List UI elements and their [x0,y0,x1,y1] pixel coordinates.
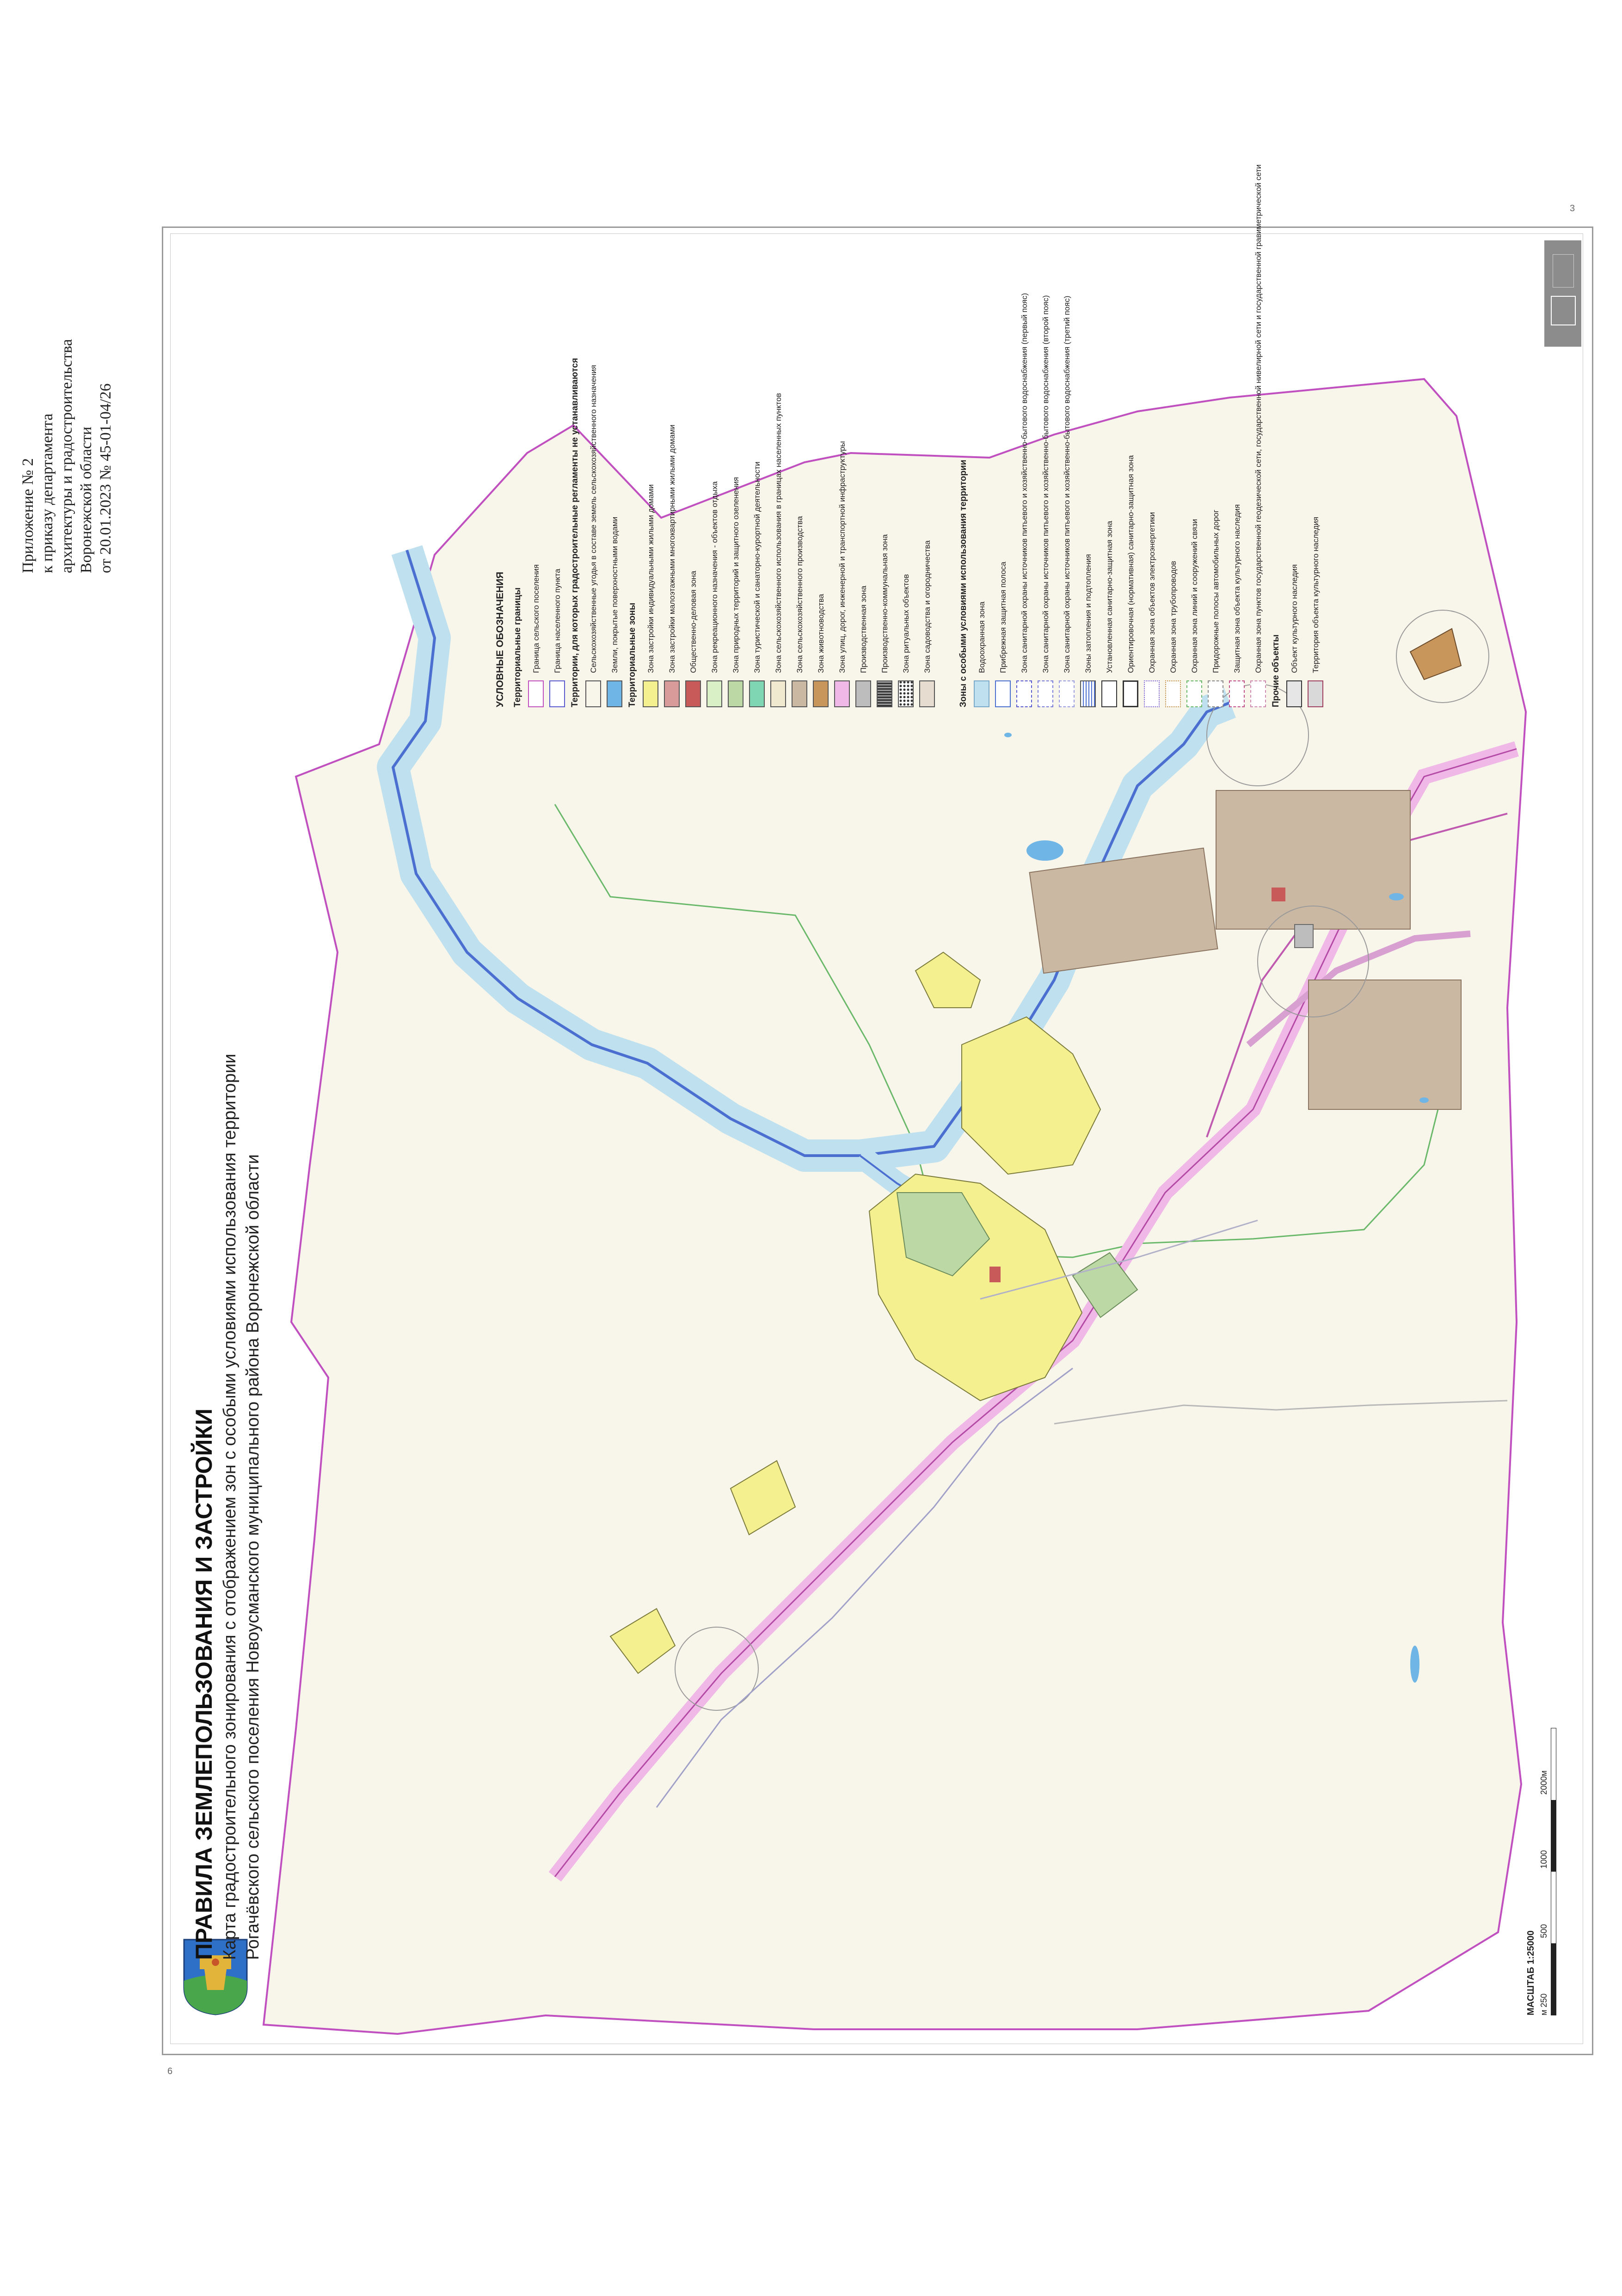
appendix-line: Воронежской области [78,426,95,573]
legend-label: Водоохранная зона [977,601,986,673]
lake [1410,1646,1419,1683]
legend-label: Производственная зона [859,586,868,673]
legend-item [725,165,746,707]
legend-item [768,165,789,707]
swatch-agri-lands [585,680,601,707]
legend-label: Зона улиц, дорог, инженерной и транспортной инфраструктуры [837,441,847,673]
appendix-line: от 20.01.2023 № 45-01-04/26 [97,383,114,573]
legend-label: Граница сельского поселения [531,564,541,673]
legend-label: Охранная зона объектов электроэнергетики [1147,512,1156,673]
swatch-coastal-strip [995,680,1011,707]
legend-section: Прочие объекты [1271,634,1281,707]
sheet-mark: 6 [167,2066,173,2076]
legend-item [1141,165,1162,707]
swatch-multi-housing [664,680,680,707]
legend-item [992,165,1014,707]
legend-item [895,165,916,707]
legend-item [583,165,604,707]
legend-label: Зона природных территорий и защитного озеленения [731,477,740,673]
page-title: ПРАВИЛА ЗЕМЛЕПОЛЬЗОВАНИЯ И ЗАСТРОЙКИ [191,1408,217,1960]
legend-item [604,165,625,707]
legend-label: Зона животноводства [816,594,825,673]
legend-item [682,165,704,707]
swatch-sanitary-1 [1016,680,1032,707]
legend-label: Производственно-коммунальная зона [880,534,889,673]
legend-item [853,165,874,707]
legend-label: Территория объекта культурного наследия [1311,516,1320,673]
swatch-roads [834,680,850,707]
scale-tick-label: 2000м [1539,1770,1548,1795]
appendix-line: к приказу департамента [39,413,56,573]
swatch-agri-settlement [770,680,786,707]
legend-title: УСЛОВНЫЕ ОБОЗНАЧЕНИЯ [495,571,505,707]
legend-label: Прибрежная защитная полоса [998,562,1008,673]
legend-item [1077,165,1099,707]
swatch-tourism [749,680,765,707]
appendix-line: Приложение № 2 [19,458,37,573]
lake [1389,893,1404,900]
legend-item [810,165,831,707]
legend-item [1014,165,1035,707]
swatch-flooding [1080,680,1096,707]
scale-bar [1526,1728,1556,2015]
page-subtitle: Карта градостроительного зонирования с отображением зон с особыми условиями использования территории [220,1053,240,1960]
legend-label: Ориентировочная (нормативная) санитарно-защитная зона [1126,455,1135,673]
title-stamp [1544,240,1581,347]
legend-label: Зона санитарной охраны источников питьевого и хозяйственно-бытового водоснабжения (третий пояс) [1062,295,1071,673]
legend-item [916,165,938,707]
appendix-note [18,339,116,573]
swatch-sanitary-2 [1038,680,1053,707]
legend-item [789,165,810,707]
legend-label: Зона санитарной охраны источников питьевого и хозяйственно-бытового водоснабжения (первый пояс) [1020,293,1029,673]
legend-item [547,165,568,707]
swatch-water [607,680,622,707]
legend-label: Зона ритуальных объектов [901,574,910,673]
title-block [190,1053,264,1960]
lake [1419,1097,1429,1103]
legend-label: Охранная зона трубопроводов [1168,561,1178,673]
legend-item [971,165,992,707]
legend-label: Зона рекреационного назначения - объектов отдыха [710,481,719,673]
scale-ruler [1551,1728,1556,2015]
legend-item [1035,165,1056,707]
scale-tick-label: 500 [1539,1924,1548,1938]
swatch-settlement-boundary [528,680,544,707]
swatch-industrial [855,680,871,707]
legend-item [1205,165,1226,707]
legend-label: Защитная зона объекта культурного наследия [1232,504,1241,673]
legend-label: Охранная зона пунктов государственной геодезической сети, государственной нивелирной сети и государственной гравиметрической сети [1253,164,1263,673]
appendix-line: архитектуры и градостроительства [58,339,75,573]
legend-item [525,165,547,707]
legend-item [874,165,895,707]
legend-label: Зона застройки индивидуальными жилыми домами [646,484,655,673]
legend-item [746,165,768,707]
legend-item [1099,165,1120,707]
swatch-roadside [1208,680,1223,707]
legend [490,165,1326,707]
legend-label: Зона сельскохозяйственного использования в границах населенных пунктов [774,393,783,673]
legend-item [1226,165,1247,707]
legend-label: Зона садоводства и огородничества [922,540,932,673]
scale-tick-label: 1000 [1539,1850,1548,1869]
public-business-zone [989,1267,1001,1282]
agri-production-zone [1216,790,1410,929]
scale-tick-label: м 250 [1539,1993,1548,2015]
swatch-agri-production [792,680,807,707]
legend-label: Зона застройки малоэтажными многоквартирными жилыми домами [667,424,676,673]
legend-label: Зона санитарной охраны источников питьевого и хозяйственно-бытового водоснабжения (второй пояс) [1041,295,1050,673]
lake [1026,840,1063,861]
swatch-nature [728,680,743,707]
lake [1004,733,1012,737]
legend-label: Общественно-деловая зона [688,570,698,673]
legend-section: Зоны с особыми условиями использования территории [958,459,968,707]
swatch-sanitary-normative [1123,680,1138,707]
legend-label: Граница населенного пункта [553,569,562,673]
legend-item [1305,165,1326,707]
swatch-recreation [707,680,722,707]
legend-item [831,165,853,707]
swatch-ritual [898,680,914,707]
legend-item [1184,165,1205,707]
swatch-gardening [919,680,935,707]
legend-item [1284,165,1305,707]
swatch-sanitary-established [1101,680,1117,707]
swatch-heritage-territory [1308,680,1323,707]
page-subtitle: Рогачёвского сельского поселения Новоусманского муниципального района Воронежской области [243,1154,263,1960]
agri-production-zone [1309,980,1461,1109]
swatch-communal [877,680,892,707]
swatch-individual-housing [643,680,658,707]
stamp-logo-icon [1553,254,1574,288]
legend-section: Территориальные границы [513,587,522,707]
legend-item [704,165,725,707]
swatch-livestock [813,680,829,707]
swatch-geodesic [1250,680,1266,707]
legend-item [640,165,661,707]
legend-label: Установленная санитарно-защитная зона [1105,520,1114,673]
swatch-telecom [1186,680,1202,707]
legend-item [1056,165,1077,707]
industrial-zone [1295,925,1313,948]
legend-label: Зоны затопления и подтопления [1083,554,1093,673]
legend-label: Сельскохозяйственные угодья в составе земель сельскохозяйственного назначения [589,365,598,673]
building-icon [1551,296,1576,325]
legend-item [1162,165,1184,707]
legend-label: Земли, покрытые поверхностными водами [610,516,619,673]
swatch-locality-boundary [549,680,565,707]
swatch-heritage-object [1286,680,1302,707]
legend-label: Объект культурного наследия [1290,564,1299,673]
legend-label: Придорожные полосы автомобильных дорог [1211,509,1220,673]
swatch-power [1144,680,1160,707]
public-business-zone [1272,888,1285,901]
legend-section: Территориальные зоны [627,602,637,707]
swatch-water-protection [974,680,989,707]
legend-item [1120,165,1141,707]
legend-label: Зона туристической и санаторно-курортной деятельности [752,461,762,673]
swatch-heritage-protection [1229,680,1245,707]
scale-title: МАСШТАБ 1:25000 [1526,1930,1536,2015]
sheet-mark: 3 [1570,203,1575,214]
legend-section: Территории, для которых градостроительные регламенты не устанавливаются [570,358,580,707]
legend-item [661,165,682,707]
legend-label: Охранная зона линий и сооружений связи [1190,519,1199,673]
swatch-public-business [685,680,701,707]
legend-label: Зона сельскохозяйственного производства [795,516,804,673]
legend-item [1247,165,1269,707]
swatch-sanitary-3 [1059,680,1075,707]
swatch-pipeline [1165,680,1181,707]
